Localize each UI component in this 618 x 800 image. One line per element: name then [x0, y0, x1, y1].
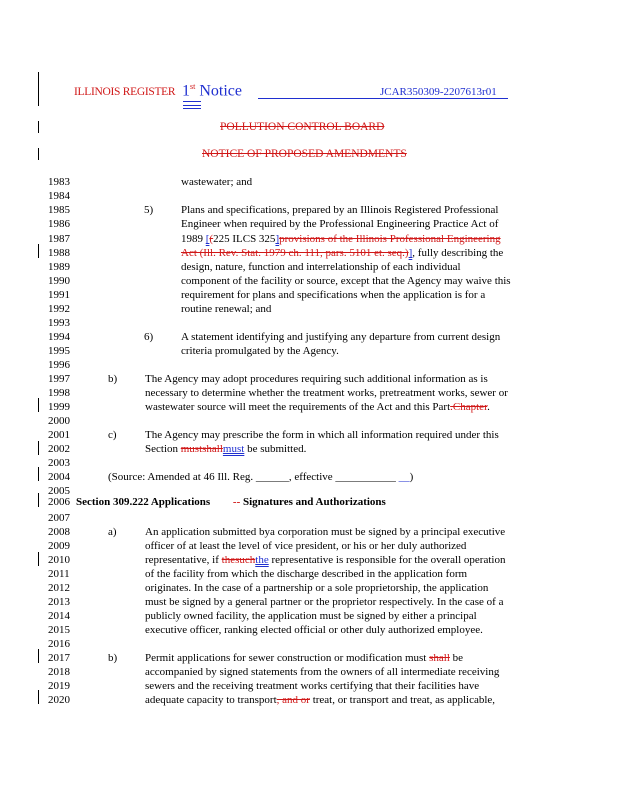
line-number: 2016	[48, 638, 70, 650]
body-line: criteria promulgated by the Agency.	[181, 345, 339, 357]
paragraph-label: 5)	[144, 204, 154, 216]
change-bar	[38, 72, 39, 106]
body-text: )	[409, 471, 414, 483]
notice-word: Notice	[199, 82, 242, 100]
body-line: accompanied by signed statements from the owners of all intermediate receiving	[145, 666, 500, 678]
body-line: must be signed by a general partner or the proprietor respectively. In the case of a	[145, 596, 504, 608]
inserted-text: ]	[408, 247, 413, 259]
inserted-text: ]	[275, 233, 280, 245]
inserted-text: the	[255, 554, 269, 566]
body-line	[145, 694, 495, 706]
line-number: 1999	[48, 401, 70, 413]
body-text: treat, or transport and treat, as applicable,	[309, 694, 496, 706]
line-number: 2004	[48, 471, 70, 483]
body-line: component of the facility or source, except that the Agency may waive this	[181, 275, 511, 287]
line-number: 2010	[48, 554, 70, 566]
body-line: originates. In the case of a partnership or a sole proprietorship, the application	[145, 582, 489, 594]
body-text: 225 ILCS 325	[213, 233, 276, 245]
line-number: 1987	[48, 233, 70, 245]
line-number: 1991	[48, 289, 70, 301]
blank-field: ___________	[335, 471, 396, 483]
line-number: 1996	[48, 359, 70, 371]
body-line	[145, 554, 505, 566]
change-bar	[38, 441, 39, 455]
deleted-text: .Chapter	[450, 401, 488, 413]
body-text: wastewater source will meet the requirements of the Act and this Part	[145, 401, 451, 413]
body-text: adequate capacity to transport	[145, 694, 277, 706]
line-number: 1997	[48, 373, 70, 385]
line-number: 2019	[48, 680, 70, 692]
line-number: 2011	[48, 568, 70, 580]
body-line: The Agency may prescribe the form in which all information required under this	[145, 429, 499, 441]
notice-stamp	[182, 82, 242, 100]
body-text: be submitted.	[244, 443, 307, 455]
line-number: 1994	[48, 331, 70, 343]
notice-number: 1	[182, 82, 190, 100]
line-number: 1989	[48, 261, 70, 273]
body-line	[181, 247, 503, 259]
notice-underline	[183, 101, 201, 106]
notice-title: NOTICE OF PROPOSED AMENDMENTS	[202, 148, 407, 160]
line-number: 2005	[48, 485, 70, 497]
line-number: 1983	[48, 176, 70, 188]
notice-ordinal: st	[190, 82, 196, 91]
paragraph-label: c)	[108, 429, 117, 441]
body-text: be	[449, 652, 464, 664]
line-number: 2002	[48, 443, 70, 455]
body-text: Permit applications for sewer construction or modification must	[145, 652, 430, 664]
body-text: .	[487, 401, 490, 413]
inserted-text: --	[230, 496, 243, 508]
line-number: 2008	[48, 526, 70, 538]
line-number: 2001	[48, 429, 70, 441]
body-text: , fully describing the	[412, 247, 504, 259]
line-number: 2006	[48, 496, 70, 508]
line-number: 2000	[48, 415, 70, 427]
change-bar	[38, 244, 39, 258]
line-number: 2012	[48, 582, 70, 594]
line-number: 1985	[48, 204, 70, 216]
section-title: Signatures and Authorizations	[242, 496, 386, 508]
body-text: , effective	[288, 471, 336, 483]
board-title: POLLUTION CONTROL BOARD	[220, 121, 385, 133]
line-number: 1984	[48, 190, 70, 202]
line-number: 2013	[48, 596, 70, 608]
line-number: 2017	[48, 652, 70, 664]
deleted-text: , and or	[276, 694, 310, 706]
change-bar	[38, 649, 39, 663]
line-number: 2007	[48, 512, 70, 524]
body-text: representative is responsible for the overall operation	[268, 554, 506, 566]
inserted-text: [	[205, 233, 210, 245]
paragraph-label: b)	[108, 652, 118, 664]
line-number: 2015	[48, 624, 70, 636]
line-number: 1992	[48, 303, 70, 315]
blank-field: ______	[255, 471, 289, 483]
body-line: design, nature, function and interrelationship of each individual	[181, 261, 461, 273]
body-line: Plans and specifications, prepared by an Illinois Registered Professional	[181, 204, 499, 216]
source-note	[108, 471, 413, 483]
body-line: The Agency may adopt procedures requiring such additional information as is	[145, 373, 488, 385]
line-number: 1988	[48, 247, 70, 259]
header-rule	[258, 98, 508, 99]
body-line	[145, 652, 463, 664]
body-line	[145, 443, 306, 455]
jcar-number: JCAR350309-2207613r01	[380, 86, 497, 98]
line-number: 1990	[48, 275, 70, 287]
deleted-text: thesuch	[221, 554, 256, 566]
deleted-text: provisions of the Illinois Professional Engineering	[279, 233, 501, 245]
change-bar	[38, 467, 39, 481]
body-text: Section	[145, 443, 181, 455]
section-heading	[76, 496, 386, 508]
deleted-text: shall	[429, 652, 450, 664]
body-line: An application submitted bya corporation must be signed by a principal executive	[145, 526, 506, 538]
deleted-text: mustshall	[180, 443, 223, 455]
line-number: 1993	[48, 317, 70, 329]
body-line: necessary to determine whether the treatment works, pretreatment works, sewer or	[145, 387, 508, 399]
line-number: 2018	[48, 666, 70, 678]
line-number: 2003	[48, 457, 70, 469]
line-number: 1998	[48, 387, 70, 399]
line-number: 1986	[48, 218, 70, 230]
body-line: publicly owned facility, the application must be signed by either a principal	[145, 610, 477, 622]
section-number: Section 309.222 Applications	[76, 496, 211, 508]
change-bar	[38, 121, 39, 133]
line-number: 2020	[48, 694, 70, 706]
deleted-text: Act (Ill. Rev. Stat. 1979 ch. 111, pars. 5101 et. seq.)	[181, 247, 409, 259]
body-line: routine renewal; and	[181, 303, 272, 315]
line-number: 2014	[48, 610, 70, 622]
inserted-text: must	[222, 443, 245, 455]
change-bar	[38, 148, 39, 160]
register-label: ILLINOIS REGISTER	[74, 86, 176, 98]
body-line	[181, 233, 501, 245]
body-line: of the facility from which the discharge described in the application form	[145, 568, 468, 580]
change-bar	[38, 690, 39, 704]
body-line: A statement identifying and justifying any departure from current design	[181, 331, 501, 343]
change-bar	[38, 552, 39, 566]
notice-underline	[183, 108, 201, 109]
body-line: officer of at least the level of vice president, or his or her duly authorized	[145, 540, 467, 552]
body-line: requirement for plans and specifications when the application is for a	[181, 289, 486, 301]
body-line: Engineer when required by the Professional Engineering Practice Act of	[181, 218, 499, 230]
deleted-text: (	[209, 233, 214, 245]
body-line: executive officer, ranking elected official or other duly authorized employee.	[145, 624, 483, 636]
paragraph-label: a)	[108, 526, 117, 538]
body-text: (Source: Amended at 46 Ill. Reg.	[108, 471, 256, 483]
body-text: 1989	[181, 233, 206, 245]
line-number: 1995	[48, 345, 70, 357]
line-number: 2009	[48, 540, 70, 552]
body-line: sewers and the receiving treatment works certifying that their facilities have	[145, 680, 480, 692]
body-line: wastewater; and	[181, 176, 253, 188]
paragraph-label: b)	[108, 373, 118, 385]
body-line	[145, 401, 490, 413]
change-bar	[38, 398, 39, 412]
blank-field: __	[398, 471, 410, 483]
paragraph-label: 6)	[144, 331, 154, 343]
body-text: representative, if	[145, 554, 222, 566]
change-bar	[38, 493, 39, 507]
